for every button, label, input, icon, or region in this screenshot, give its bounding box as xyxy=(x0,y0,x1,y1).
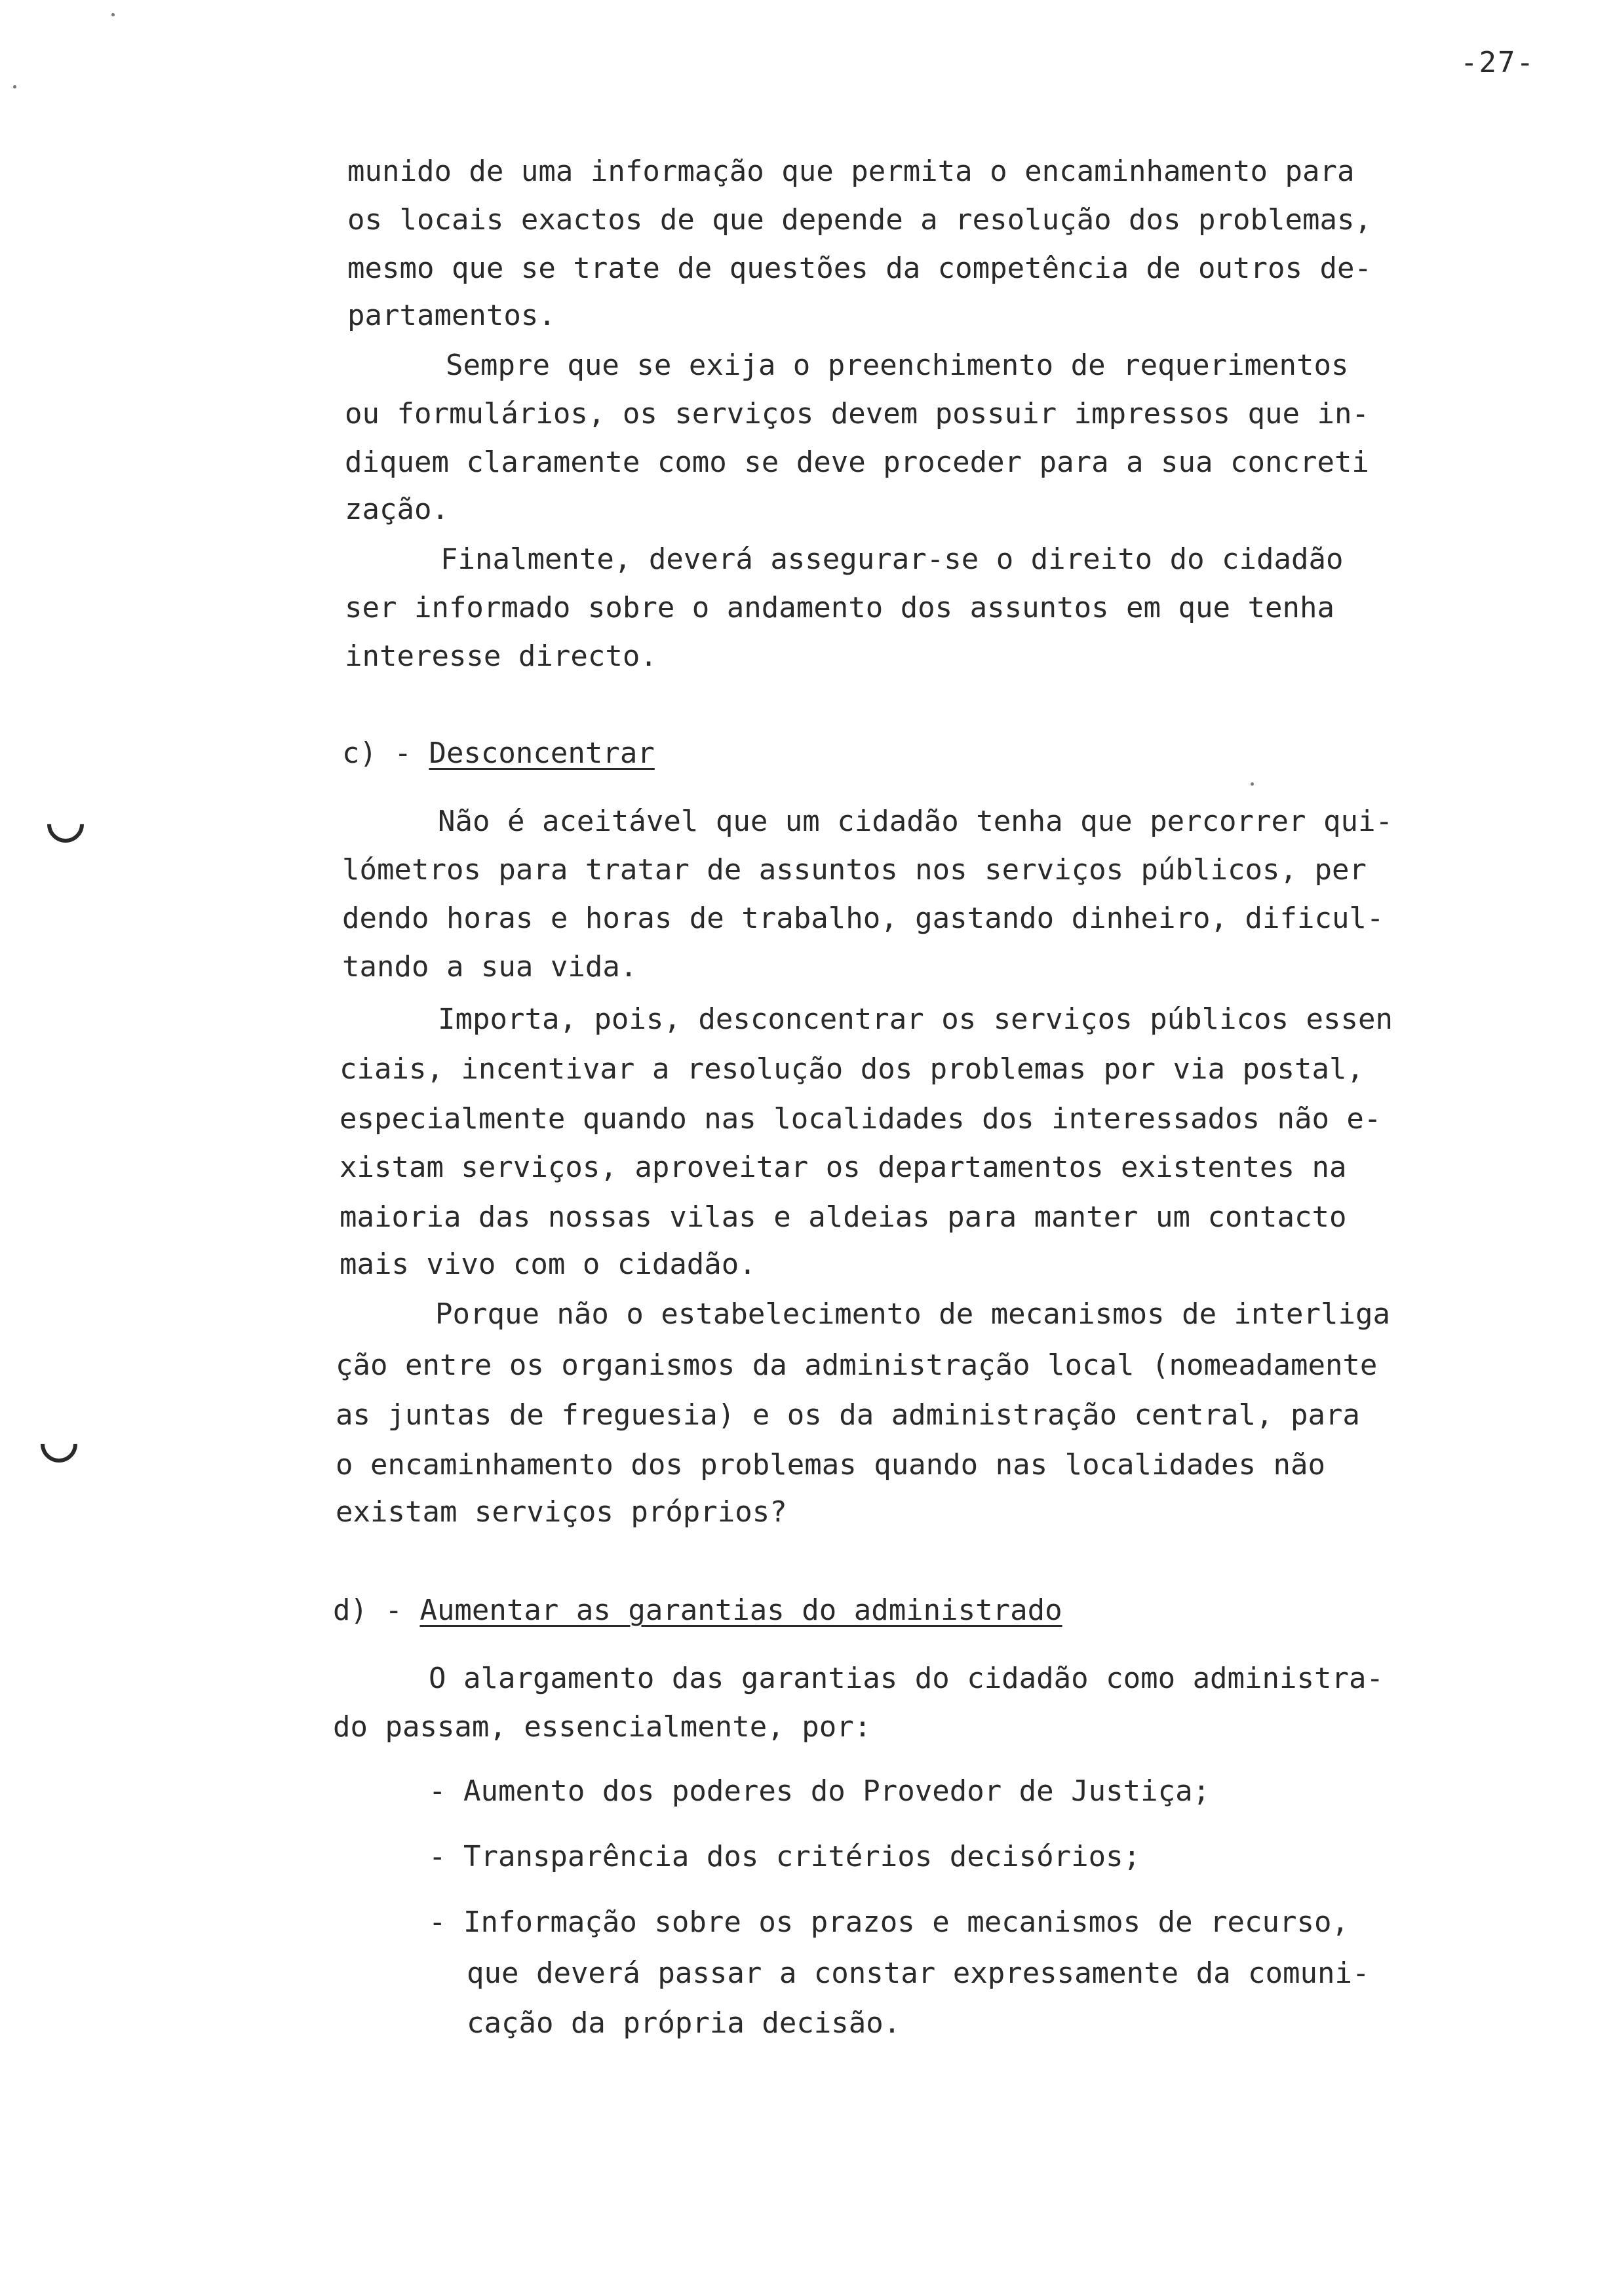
body-line: Sempre que se exija o preenchimento de requerimentos xyxy=(446,349,1349,382)
body-line: Porque não o estabelecimento de mecanismos de interliga xyxy=(435,1297,1390,1331)
scan-speck xyxy=(13,85,16,88)
list-item: - Transparência dos critérios decisórios; xyxy=(429,1840,1141,1873)
body-line: mesmo que se trate de questões da competência de outros de- xyxy=(347,252,1372,285)
body-line: o encaminhamento dos problemas quando nas localidades não xyxy=(336,1448,1325,1482)
body-line: Finalmente, deverá assegurar-se o direito do cidadão xyxy=(440,543,1344,576)
body-line: do passam, essencialmente, por: xyxy=(333,1710,872,1744)
body-line: especialmente quando nas localidades dos interessados não e- xyxy=(340,1102,1382,1136)
body-line: xistam serviços, aproveitar os departamentos existentes na xyxy=(340,1151,1347,1184)
body-line: as juntas de freguesia) e os da administração central, para xyxy=(336,1398,1360,1432)
body-line: O alargamento das garantias do cidadão como administra- xyxy=(429,1662,1384,1695)
body-line: Importa, pois, desconcentrar os serviços públicos essen xyxy=(438,1003,1393,1036)
page-number: -27- xyxy=(1460,46,1535,79)
scan-speck xyxy=(1251,782,1254,786)
body-line: interesse directo. xyxy=(345,640,657,673)
body-line: maioria das nossas vilas e aldeias para manter um contacto xyxy=(340,1200,1347,1234)
section-title: Aumentar as garantias do administrado xyxy=(419,1594,1062,1627)
body-line: existam serviços próprios? xyxy=(336,1495,787,1529)
binder-hole-mark xyxy=(39,798,91,850)
section-d-heading xyxy=(333,1594,1062,1628)
body-line: Não é aceitável que um cidadão tenha que percorrer qui- xyxy=(438,805,1393,838)
section-label: c) - xyxy=(342,737,429,770)
body-line: tando a sua vida. xyxy=(342,950,638,984)
list-item-continuation: cação da própria decisão. xyxy=(467,2006,901,2040)
body-line: dendo horas e horas de trabalho, gastando dinheiro, dificul- xyxy=(342,902,1384,935)
body-line: ção entre os organismos da administração local (nomeadamente xyxy=(336,1349,1378,1382)
body-line: lómetros para tratar de assuntos nos serviços públicos, per xyxy=(342,853,1367,887)
list-item-continuation: que deverá passar a constar expressamente da comuni- xyxy=(467,1957,1370,1990)
body-line: diquem claramente como se deve proceder para a sua concreti xyxy=(345,446,1369,479)
body-line: os locais exactos de que depende a resolução dos problemas, xyxy=(347,203,1372,237)
section-c-heading xyxy=(342,737,655,771)
list-item: - Aumento dos poderes do Provedor de Justiça; xyxy=(429,1774,1211,1808)
scan-speck xyxy=(111,13,115,16)
body-line: partamentos. xyxy=(347,299,556,332)
list-item: - Informação sobre os prazos e mecanismos de recurso, xyxy=(429,1905,1349,1939)
body-line: ou formulários, os serviços devem possuir impressos que in- xyxy=(345,397,1369,430)
section-label: d) - xyxy=(333,1594,420,1627)
binder-hole-mark xyxy=(33,1418,85,1470)
body-line: zação. xyxy=(345,493,449,526)
body-line: ciais, incentivar a resolução dos problemas por via postal, xyxy=(340,1052,1364,1086)
body-line: munido de uma informação que permita o encaminhamento para xyxy=(347,155,1355,188)
body-line: ser informado sobre o andamento dos assuntos em que tenha xyxy=(345,591,1334,624)
body-line: mais vivo com o cidadão. xyxy=(340,1248,756,1281)
section-title: Desconcentrar xyxy=(429,737,655,770)
